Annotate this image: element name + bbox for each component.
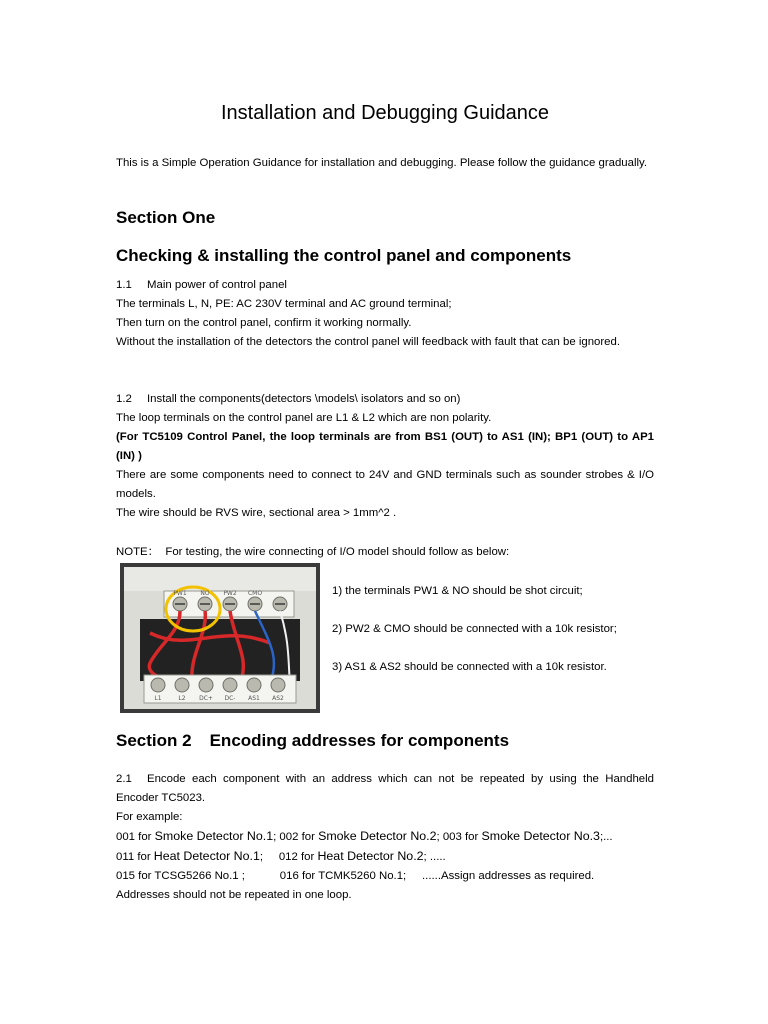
section-1-1-title: 1.1 Main power of control panel (116, 279, 287, 291)
wiring-notes (332, 582, 662, 696)
section-1-1 (116, 276, 654, 352)
io-module-photo (120, 563, 320, 713)
terminal-label: NO (200, 590, 210, 597)
note-line (116, 543, 654, 562)
section-1-2-title: 1.2 Install the components(detectors \models\ isolators and so on) (116, 393, 461, 405)
example-line-2: 011 for Heat Detector No.1; 012 for Heat Detector No.2; ..... (116, 849, 446, 863)
terminal-label: CMO (247, 590, 263, 597)
bold-note: (For TC5109 Control Panel, the loop terminals are from BS1 (OUT) to AS1 (IN); BP1 (OUT) to AP1 (IN) ) (116, 431, 654, 462)
terminal-label: AS2 (272, 695, 284, 702)
wiring-note-2: 2) PW2 & CMO should be connected with a 10k resistor; (332, 623, 617, 635)
terminal-label: DC- (224, 695, 236, 702)
terminal-label: L2 (178, 695, 186, 702)
for-example-label: For example: (116, 811, 183, 823)
terminal-label: AS1 (248, 695, 260, 702)
example-line-1: 001 for Smoke Detector No.1; 002 for Smoke Detector No.2; 003 for Smoke Detector No.3;... (116, 829, 613, 843)
section-2-1 (116, 770, 654, 905)
text-paragraph: There are some components need to connect to 24V and GND terminals such as sounder strobes & I/O models. (116, 469, 654, 500)
text-line: The wire should be RVS wire, sectional area > 1mm^2 . (116, 507, 397, 519)
terminal-label: DC+ (199, 695, 213, 702)
section-one-heading: Section One (116, 208, 216, 227)
text-paragraph: Without the installation of the detectors the control panel will feedback with fault that can be ignored. (116, 336, 621, 348)
section-two-heading: Section 2 Encoding addresses for components (116, 731, 510, 750)
intro-paragraph: This is a Simple Operation Guidance for installation and debugging. Please follow the guidance gradually. (116, 157, 648, 169)
section-1-2 (116, 390, 654, 523)
final-note: Addresses should not be repeated in one loop. (116, 889, 352, 901)
page-title: Installation and Debugging Guidance (220, 102, 550, 124)
terminal-label: PW1 (173, 590, 187, 597)
wiring-note-1: 1) the terminals PW1 & NO should be shot circuit; (332, 585, 583, 597)
terminal-label: L1 (154, 695, 162, 702)
example-line-3: 015 for TCSG5266 No.1 ; 016 for TCMK5260 No.1; ......Assign addresses as required. (116, 870, 595, 882)
io-module-illustration (120, 563, 320, 713)
text-line: The terminals L, N, PE: AC 230V terminal and AC ground terminal; (116, 298, 452, 310)
text-line: Then turn on the control panel, confirm it working normally. (116, 317, 412, 329)
section-2-1-text: 2.1 Encode each component with an address which can not be repeated by using the Handheld Encoder TC5023. (116, 773, 654, 804)
note-text: For testing, the wire connecting of I/O model should follow as below: (165, 546, 510, 558)
text-line: The loop terminals on the control panel are L1 & L2 which are non polarity. (116, 412, 492, 424)
wiring-note-3: 3) AS1 & AS2 should be connected with a 10k resistor. (332, 661, 607, 673)
section-one-subheading: Checking & installing the control panel and components (116, 246, 572, 265)
terminal-label: PW2 (223, 590, 237, 597)
note-label: NOTE： (116, 546, 160, 558)
